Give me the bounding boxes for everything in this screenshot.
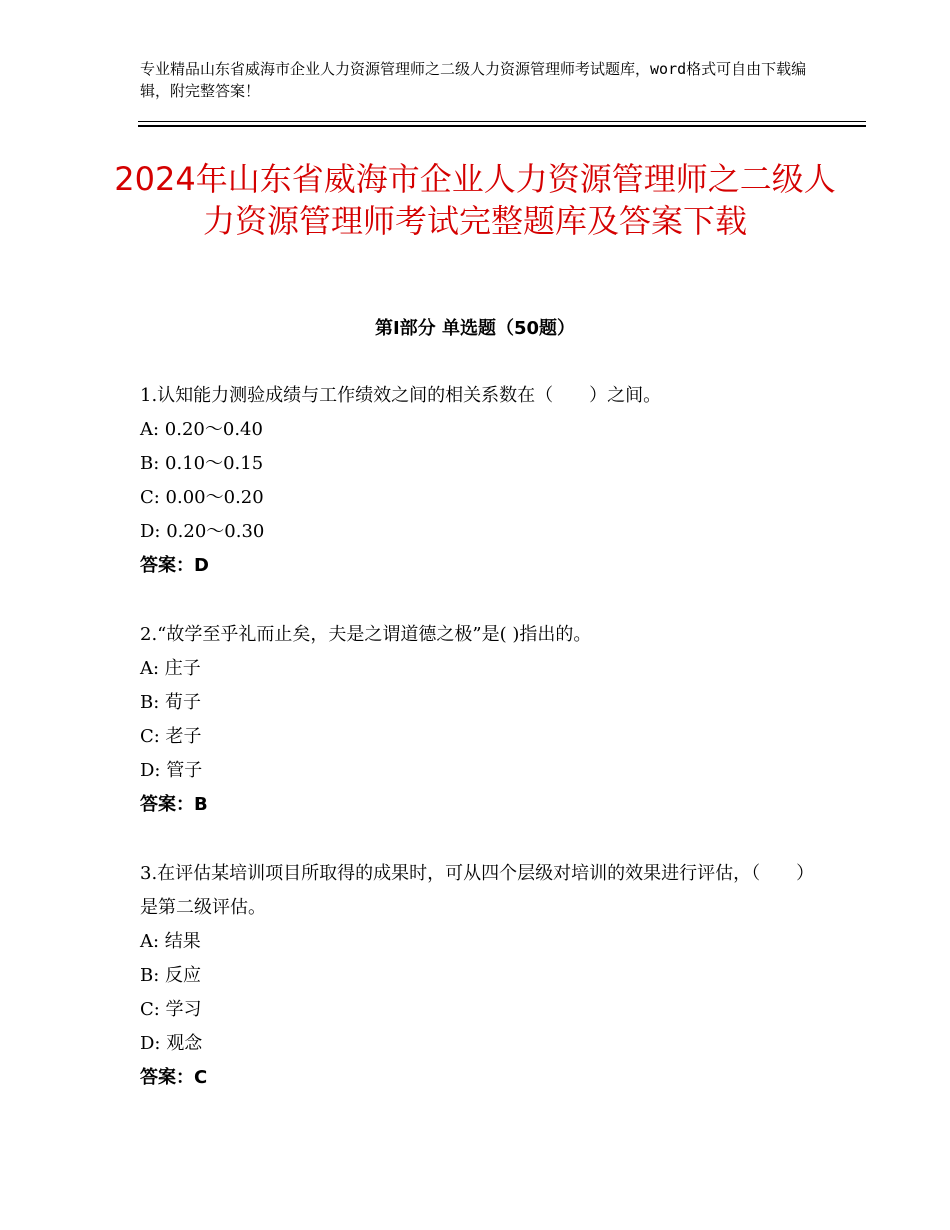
document-title: 2024年山东省威海市企业人力资源管理师之二级人力资源管理师考试完整题库及答案下载 (114, 160, 836, 240)
section-title: 第Ⅰ部分 单选题（50题） (374, 318, 575, 339)
question-block (140, 857, 820, 1095)
option-c: C: 0.00～0.20 (140, 487, 264, 508)
option-d: D: 0.20～0.30 (140, 521, 265, 542)
option-b: B: 反应 (140, 965, 202, 986)
question-text: 2.“故学至乎礼而止矣，夫是之谓道德之极”是( )指出的。 (140, 624, 592, 645)
option-d: D: 观念 (140, 1033, 203, 1054)
question-text: 3.在评估某培训项目所取得的成果时，可从四个层级对培训的效果进行评估，（ ）是第二级评估。 (140, 863, 815, 918)
question-block (140, 379, 820, 583)
answer-line: 答案：C (140, 1067, 208, 1088)
question-text: 1.认知能力测验成绩与工作绩效之间的相关系数在（ ）之间。 (140, 385, 662, 406)
option-b: B: 荀子 (140, 692, 202, 713)
header-note: 专业精品山东省威海市企业人力资源管理师之二级人力资源管理师考试题库，word格式可自由下载编辑，附完整答案！ (140, 60, 807, 100)
option-a: A: 0.20～0.40 (140, 419, 263, 440)
question-block (140, 618, 820, 822)
header-rule-thick (138, 125, 866, 127)
header-rule-thin (138, 121, 866, 122)
option-a: A: 庄子 (140, 658, 201, 679)
option-a: A: 结果 (140, 931, 201, 952)
answer-line: 答案：D (140, 555, 209, 576)
option-b: B: 0.10～0.15 (140, 453, 264, 474)
answer-line: 答案：B (140, 794, 208, 815)
option-d: D: 管子 (140, 760, 203, 781)
option-c: C: 学习 (140, 999, 202, 1020)
option-c: C: 老子 (140, 726, 202, 747)
